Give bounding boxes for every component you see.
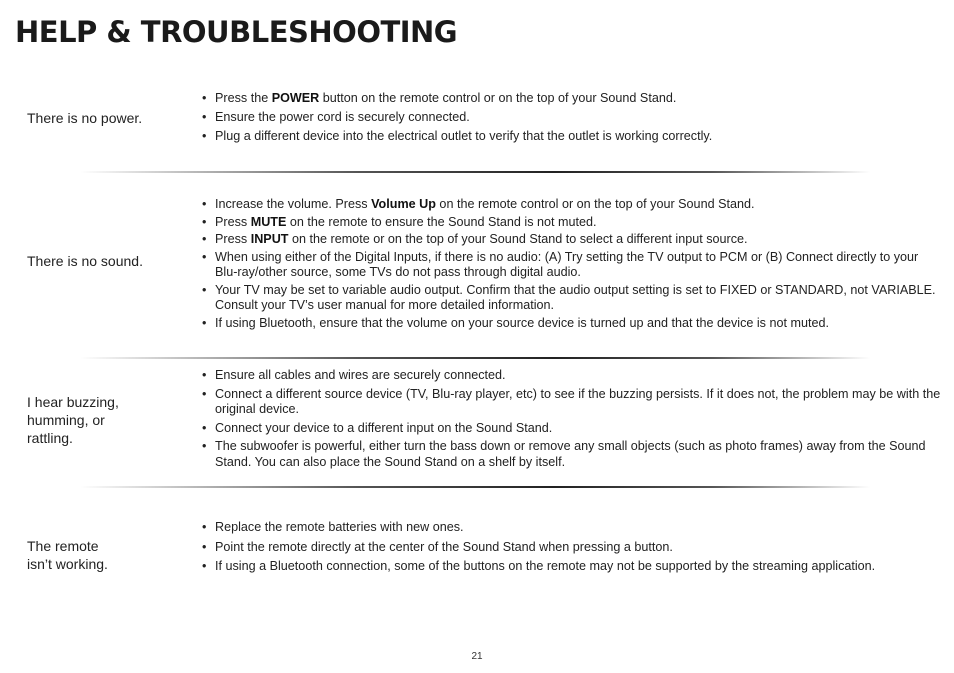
solution-list xyxy=(201,197,941,331)
solution-list xyxy=(201,368,941,470)
solution-item: • When using either of the Digital Inputs, if there is no audio: (A) Try setting the TV output to PCM or (B) Connect directly to your Blu-ray/other source, some TVs do not pass through digital audio. xyxy=(201,250,941,281)
solution-item: • The subwoofer is powerful, either turn the bass down or remove any small objects (such as photo frames) away from the Sound Stand. You can also place the Sound Stand on a shelf by itself. xyxy=(201,439,941,470)
section-divider xyxy=(80,486,870,488)
solution-item: • Ensure the power cord is securely connected. xyxy=(201,110,941,126)
solution-list xyxy=(201,520,941,575)
section-divider xyxy=(80,357,870,359)
solution-item: • Connect a different source device (TV, Blu-ray player, etc) to see if the buzzing persists. If it does not, the problem may be with the original device. xyxy=(201,387,941,418)
problem-label: There is no power. xyxy=(27,110,143,126)
solution-item: • Connect your device to a different input on the Sound Stand. xyxy=(201,421,941,437)
solution-item: • If using Bluetooth, ensure that the volume on your source device is turned up and that the device is not muted. xyxy=(201,316,941,332)
solution-item: • Replace the remote batteries with new ones. xyxy=(201,520,941,536)
page-title: HELP & TROUBLESHOOTING xyxy=(15,15,458,49)
section-divider xyxy=(80,171,870,173)
solution-item: • Ensure all cables and wires are securely connected. xyxy=(201,368,941,384)
solution-item: • Press the POWER button on the remote control or on the top of your Sound Stand. xyxy=(201,91,941,107)
problem-label: I hear buzzing, humming, or rattling. xyxy=(27,394,119,446)
solution-item: • If using a Bluetooth connection, some of the buttons on the remote may not be supported by the streaming application. xyxy=(201,559,941,575)
solution-item: • Point the remote directly at the center of the Sound Stand when pressing a button. xyxy=(201,540,941,556)
solution-item: • Plug a different device into the electrical outlet to verify that the outlet is working correctly. xyxy=(201,129,941,145)
solution-item: • Increase the volume. Press Volume Up on the remote control or on the top of your Sound Stand. xyxy=(201,197,941,213)
solution-list xyxy=(201,91,941,145)
solution-item: • Your TV may be set to variable audio output. Confirm that the audio output setting is set to FIXED or STANDARD, not VARIABLE. Consult your TV’s user manual for more detailed information. xyxy=(201,283,941,314)
problem-label: There is no sound. xyxy=(27,253,143,269)
solution-item: • Press MUTE on the remote to ensure the Sound Stand is not muted. xyxy=(201,215,941,231)
problem-label: The remote isn’t working. xyxy=(27,538,108,572)
page-number: 21 xyxy=(471,651,483,662)
solution-item: • Press INPUT on the remote or on the top of your Sound Stand to select a different input source. xyxy=(201,232,941,248)
